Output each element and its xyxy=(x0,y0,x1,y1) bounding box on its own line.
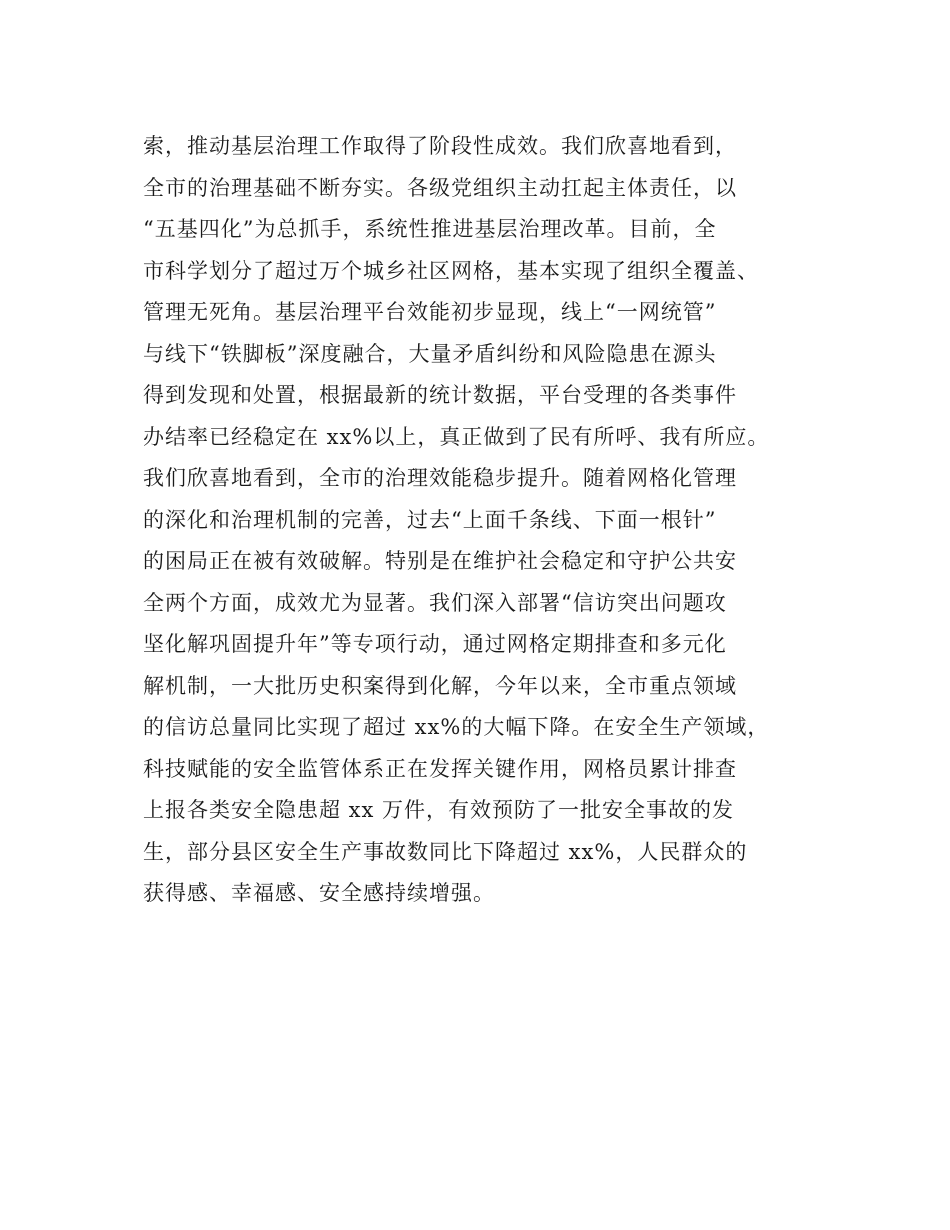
text-line: 市科学划分了超过万个城乡社区网格，基本实现了组织全覆盖、 xyxy=(143,258,759,283)
text-line: 与线下“铁脚板”深度融合，大量矛盾纠纷和风险隐患在源头 xyxy=(143,341,717,366)
text-line: 的困局正在被有效破解。特别是在维护社会稳定和守护公共安 xyxy=(143,549,737,573)
text-line: 的深化和治理机制的完善，过去“上面千条线、下面一根针” xyxy=(143,507,717,532)
text-line: “五基四化”为总抓手，系统性推进基层治理改革。目前，全 xyxy=(143,217,717,241)
text-line: 全市的治理基础不断夯实。各级党组织主动扛起主体责任，以 xyxy=(143,175,737,200)
text-line: 我们欣喜地看到，全市的治理效能稳步提升。随着网格化管理 xyxy=(143,466,737,490)
text-line: 全两个方面，成效尤为显著。我们深入部署“信访突出问题攻 xyxy=(143,590,727,615)
body-paragraph xyxy=(143,126,843,915)
text-line: 上报各类安全隐患超 xx 万件，有效预防了一批安全事故的发 xyxy=(143,798,735,822)
text-line: 解机制，一大批历史积案得到化解，今年以来，全市重点领域 xyxy=(143,673,737,698)
text-line: 科技赋能的安全监管体系正在发挥关键作用，网格员累计排查 xyxy=(143,756,737,781)
text-line: 管理无死角。基层治理平台效能初步显现，线上“一网统管” xyxy=(143,300,717,324)
text-line: 的信访总量同比实现了超过 xx%的大幅下降。在安全生产领域， xyxy=(143,715,770,739)
text-line: 坚化解巩固提升年”等专项行动，通过网格定期排查和多元化 xyxy=(143,632,727,656)
text-line: 索，推动基层治理工作取得了阶段性成效。我们欣喜地看到， xyxy=(143,134,737,158)
text-line: 生，部分县区安全生产事故数同比下降超过 xx%，人民群众的 xyxy=(143,839,748,864)
text-line: 得到发现和处置，根据最新的统计数据，平台受理的各类事件 xyxy=(143,383,737,407)
text-line: 办结率已经稳定在 xx%以上，真正做到了民有所呼、我有所应。 xyxy=(143,424,770,449)
text-line: 获得感、幸福感、安全感持续增强。 xyxy=(143,881,495,905)
